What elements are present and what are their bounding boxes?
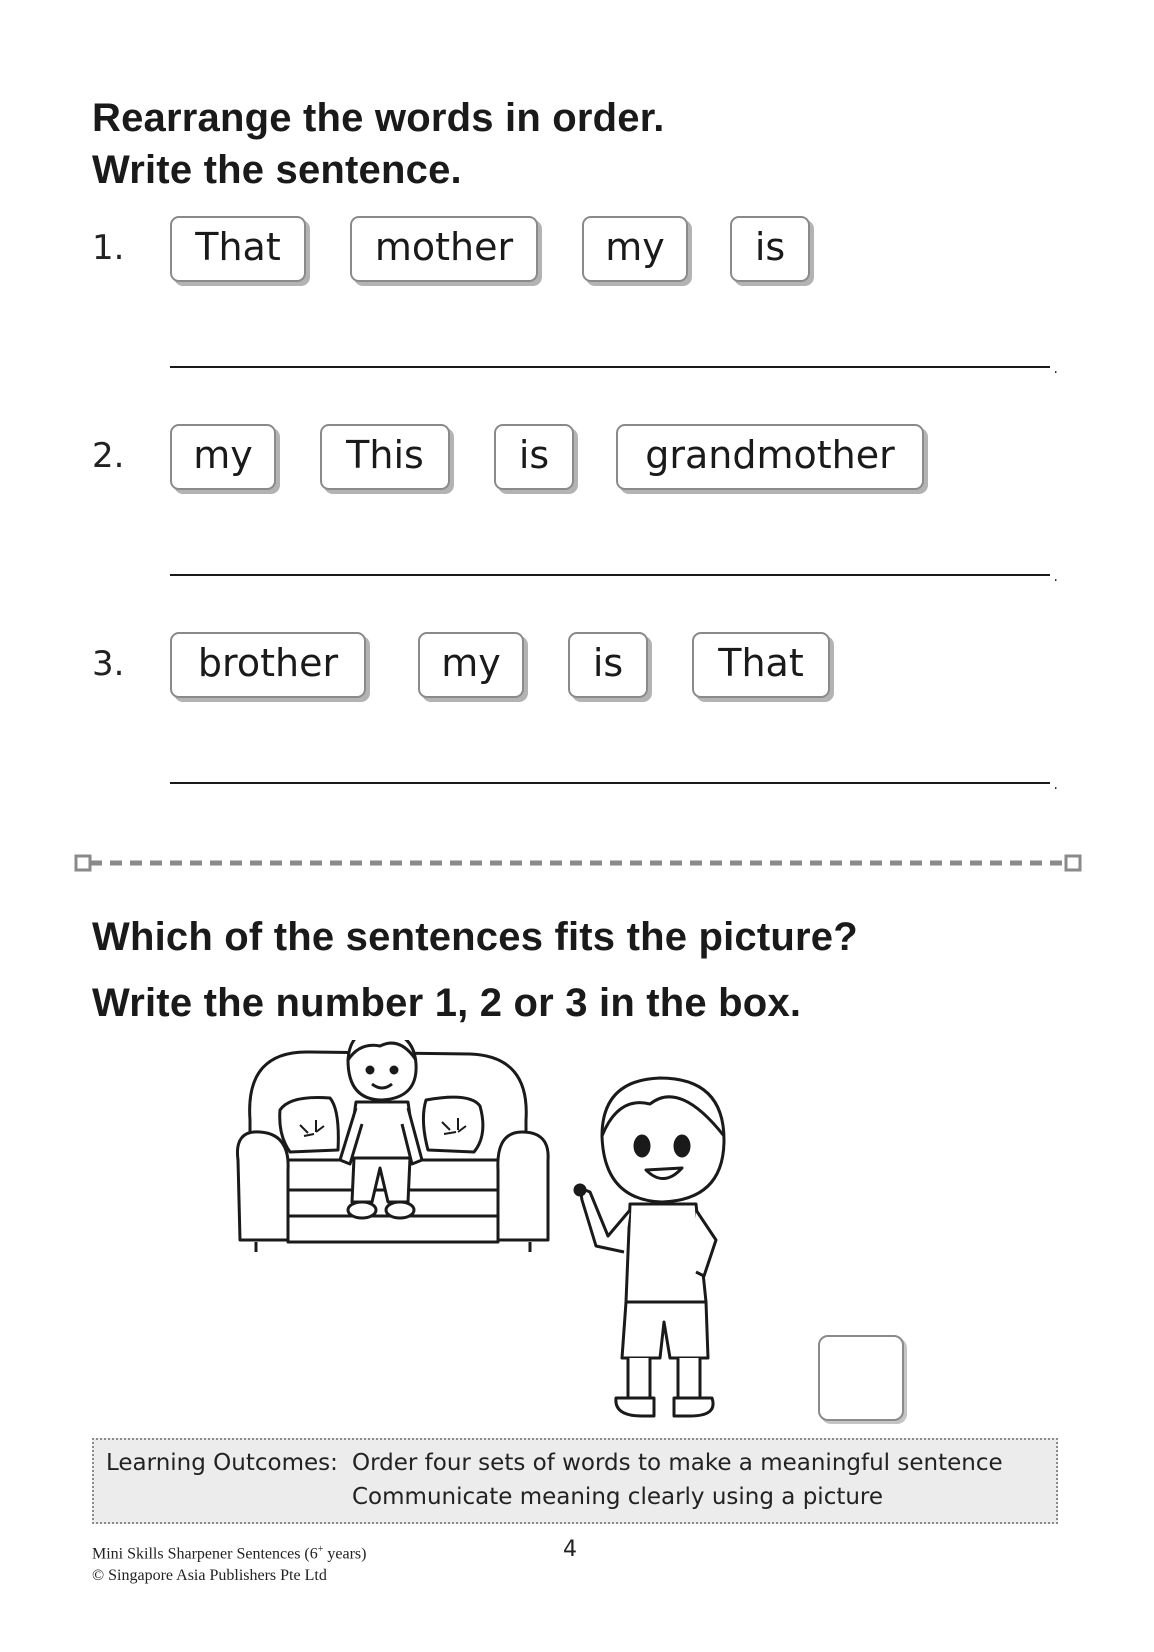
learning-outcomes-panel [92, 1438, 1058, 1524]
word-card[interactable]: my [418, 632, 524, 698]
instruction-line: Write the number 1, 2 or 3 in the box. [92, 981, 802, 1025]
question-number: 2. [92, 436, 125, 476]
learning-outcome: Order four sets of words to make a meaningful sentence [352, 1450, 1003, 1476]
footer [92, 1539, 366, 1587]
word-card[interactable]: is [568, 632, 648, 698]
word-card[interactable]: grandmother [616, 424, 924, 490]
word-card[interactable]: my [582, 216, 688, 282]
question-number: 1. [92, 228, 125, 268]
word-card[interactable]: That [170, 216, 306, 282]
word-card[interactable]: is [494, 424, 574, 490]
copyright: © Singapore Asia Publishers Pte Ltd [92, 1567, 327, 1585]
word-card[interactable]: is [730, 216, 810, 282]
section-divider [74, 852, 1082, 876]
instruction-line: Write the sentence. [92, 148, 462, 192]
learning-outcome: Communicate meaning clearly using a picture [352, 1484, 884, 1510]
period-mark: . [1053, 777, 1058, 793]
pointing-boy-icon [575, 1078, 724, 1416]
book-title: Mini Skills Sharpener Sentences (6+ years) [92, 1544, 367, 1563]
section2-instruction [92, 904, 858, 1036]
answer-box[interactable] [818, 1335, 904, 1421]
instruction-line: Rearrange the words in order. [92, 96, 665, 140]
answer-line[interactable] [170, 569, 1058, 585]
word-card[interactable]: brother [170, 632, 366, 698]
page-number: 4 [563, 1537, 577, 1562]
learning-outcomes-label: Learning Outcomes: [106, 1450, 338, 1476]
answer-line[interactable] [170, 361, 1058, 377]
instruction-line: Which of the sentences fits the picture? [92, 915, 858, 959]
word-card[interactable]: mother [350, 216, 538, 282]
period-mark: . [1053, 361, 1058, 377]
section1-instruction [92, 92, 665, 196]
word-card[interactable]: This [320, 424, 450, 490]
picture-illustration [230, 1040, 1050, 1440]
answer-line[interactable] [170, 777, 1058, 793]
question-number: 3. [92, 644, 125, 684]
period-mark: . [1053, 569, 1058, 585]
word-card[interactable]: That [692, 632, 830, 698]
word-card[interactable]: my [170, 424, 276, 490]
